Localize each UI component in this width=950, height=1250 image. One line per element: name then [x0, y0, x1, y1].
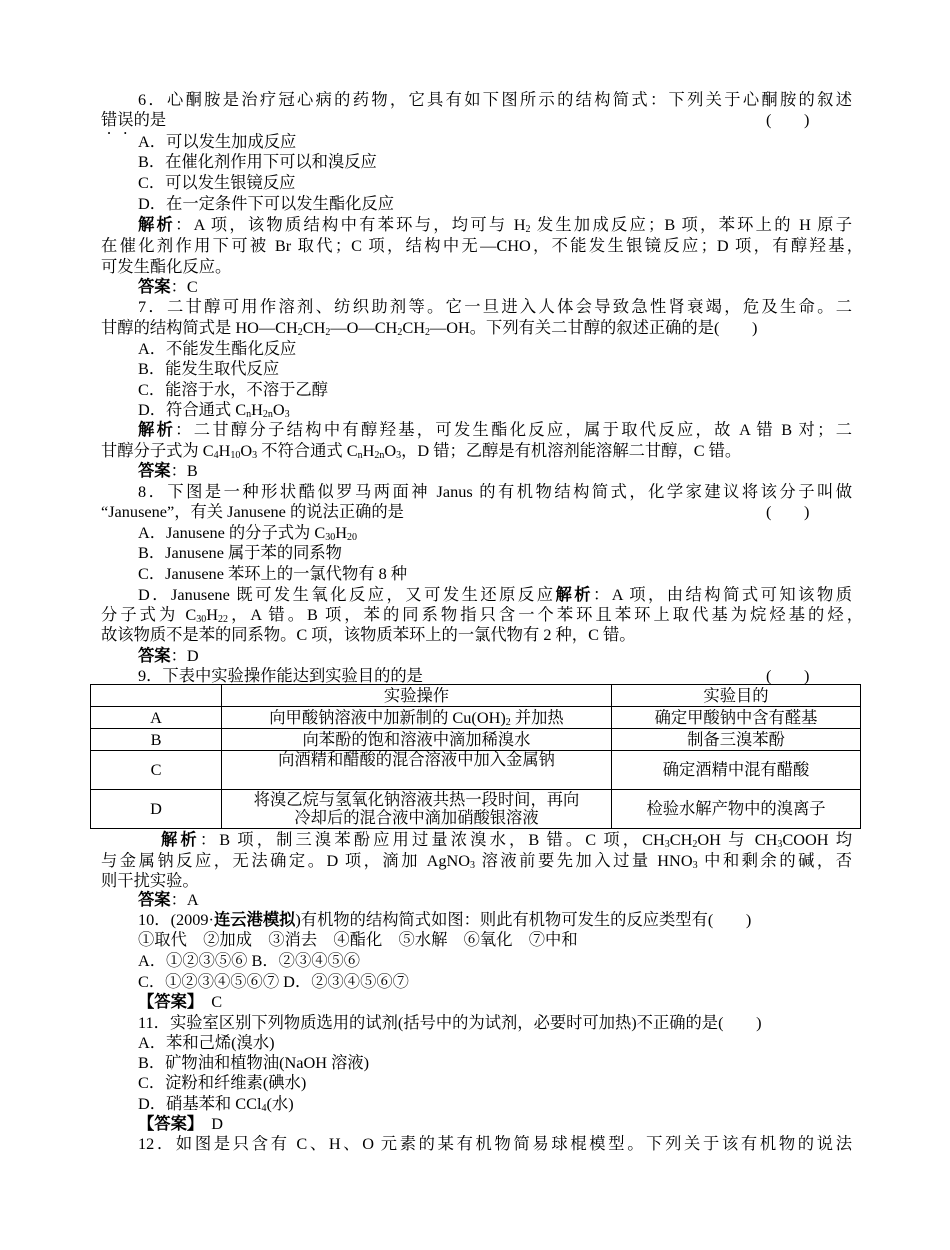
table-cell-operation: 向苯酚的饱和溶液中滴加稀溴水 — [222, 729, 612, 751]
q9-stem: 9．下表中实验操作能达到实验目的的是 — [138, 666, 423, 685]
table-cell-label: C — [91, 751, 222, 790]
table-cell-operation: 向甲酸钠溶液中加新制的 $Cu(OH)_2$ 并加热 — [222, 707, 612, 729]
q7-option-c: C．能溶于水，不溶于乙醇 — [138, 380, 328, 399]
q6-option-d: D．在一定条件下可以发生酯化反应 — [138, 194, 394, 213]
q9-analysis-line2: 与金属钠反应，无法确定。D 项，滴加 AgNO$_3$ 溶液前要先加入过量 $HNO_3$ 中和剩余的碱，否 — [101, 851, 852, 871]
q7-stem-line1: 7．二甘醇可用作溶剂、纺织助剂等。它一旦进入人体会导致急性肾衰竭，危及生命。二 — [138, 297, 852, 316]
q6-option-c: C．可以发生银镜反应 — [138, 173, 296, 192]
q8-stem-line1: 8．下图是一种形状酷似罗马两面神 Janus 的有机物结构简式，化学家建议将该分子叫做 — [138, 482, 852, 501]
table-cell-goal: 确定酒精中混有醋酸 — [612, 751, 861, 790]
q8-option-c: C．Janusene 苯环上的一氯代物有 8 种 — [138, 564, 408, 583]
experiment-table — [90, 684, 861, 829]
q7-analysis-line2: 甘醇分子式为 $C_4H_{10}O_3$ 不符合通式 $C_nH_{2n}O_3$，D 错；乙醇是有机溶剂能溶解二甘醇，C 错。 — [101, 441, 742, 461]
table-row — [91, 751, 861, 790]
table-header-cell — [91, 685, 222, 707]
q10-reaction-types: ①取代 ②加成 ③消去 ④酯化 ⑤水解 ⑥氧化 ⑦中和 — [138, 930, 578, 949]
q7-option-a: A．不能发生酯化反应 — [138, 339, 297, 358]
q7-analysis-line1: 解析：二甘醇分子结构中有醇羟基，可发生酯化反应，属于取代反应，故 A 错 B 对；二 — [138, 420, 852, 439]
q7-option-d: D．符合通式 $C_nH_{2n}O_3$ — [138, 400, 290, 420]
table-cell-label: A — [91, 707, 222, 729]
q8-analysis-line2: 分子式为 $C_{30}H_{22}$，A 错。B 项，苯的同系物指只含一个苯环且苯环上取代基为烷烃基的烃， — [101, 605, 863, 625]
table-cell-label: B — [91, 729, 222, 751]
q12-stem: 12．如图是只含有 C、H、O 元素的某有机物简易球棍模型。下列关于该有机物的说法 — [138, 1134, 852, 1153]
table-cell-goal: 检验水解产物中的溴离子 — [612, 790, 861, 829]
q10-options-cd: C．①②③④⑤⑥⑦ D．②③④⑤⑥⑦ — [138, 972, 409, 991]
table-cell-goal: 制备三溴苯酚 — [612, 729, 861, 751]
q8-answer: 答案：D — [138, 646, 199, 665]
q6-answer-paren: ( ) — [766, 110, 810, 129]
table-row — [91, 707, 861, 729]
q6-analysis-line3: 可发生酯化反应。 — [101, 257, 232, 276]
q11-option-c: C．淀粉和纤维素(碘水) — [138, 1073, 307, 1092]
q9-analysis-line1: 解析：B 项，制三溴苯酚应用过量浓溴水，B 错。C 项，$CH_3CH_2OH$ 与 $CH_3COOH$ 均 — [161, 830, 852, 850]
q6-analysis-line1: 解析：A 项，该物质结构中有苯环与，均可与 $H_2$ 发生加成反应；B 项，苯环上的 H 原子 — [138, 215, 852, 235]
q11-stem: 11．实验室区别下列物质选用的试剂(括号中的为试剂，必要时可加热)不正确的是( ) — [138, 1013, 762, 1032]
q6-emphasis-word: 错误 — [101, 110, 134, 129]
table-cell-goal: 确定甲酸钠中含有醛基 — [612, 707, 861, 729]
q6-answer: 答案：C — [138, 277, 198, 296]
q11-answer: 【答案】 D — [138, 1114, 224, 1133]
q11-option-d: D．硝基苯和 CCl$_4$(水) — [138, 1094, 294, 1114]
q8-analysis-line3: 故该物质不是苯的同系物。C 项，该物质苯环上的一氯代物有 2 种，C 错。 — [101, 625, 636, 644]
q7-stem-line2: 甘醇的结构简式是 $HO—CH_2CH_2—O—CH_2CH_2—OH$。下列有关二甘醇的叙述正确的是( ) — [101, 318, 758, 338]
q8-answer-paren: ( ) — [766, 502, 810, 521]
q10-options-ab: A．①②③⑤⑥ B．②③④⑤⑥ — [138, 951, 361, 970]
q8-option-d-and-analysis: D．Janusene 既可发生氧化反应，又可发生还原反应解析：A 项，由结构简式可知该物质 — [138, 585, 852, 604]
q8-stem-line2: “Janusene”，有关 Janusene 的说法正确的是 — [101, 502, 404, 521]
table-cell-operation: 将溴乙烷与氢氧化钠溶液共热一段时间，再向 冷却后的混合液中滴加硝酸银溶液 — [222, 790, 612, 829]
q9-answer-paren: ( ) — [766, 666, 810, 685]
q6-stem-line2: 错误的是 — [101, 110, 167, 129]
q10-answer: 【答案】 C — [138, 992, 223, 1011]
table-header-cell: 实验目的 — [612, 685, 861, 707]
q6-option-a: A．可以发生加成反应 — [138, 132, 297, 151]
table-header-row — [91, 685, 861, 707]
table-row — [91, 790, 861, 829]
q9-answer: 答案：A — [138, 890, 199, 909]
table-header-cell: 实验操作 — [222, 685, 612, 707]
q6-stem-line1: 6．心酮胺是治疗冠心病的药物，它具有如下图所示的结构简式：下列关于心酮胺的叙述 — [138, 90, 852, 109]
q11-option-b: B．矿物油和植物油(NaOH 溶液) — [138, 1053, 370, 1072]
q7-option-b: B．能发生取代反应 — [138, 359, 280, 378]
q6-option-b: B．在催化剂作用下可以和溴反应 — [138, 152, 377, 171]
table-cell-operation: 向酒精和醋酸的混合溶液中加入金属钠 — [222, 751, 612, 790]
q11-option-a: A．苯和己烯(溴水) — [138, 1033, 275, 1052]
q10-stem: 10．(2009·连云港模拟)有机物的结构简式如图：则此有机物可发生的反应类型有( ) — [138, 910, 752, 929]
q6-analysis-line2: 在催化剂作用下可被 Br 取代；C 项，结构中无—CHO，不能发生银镜反应；D 项，有醇羟基， — [101, 236, 863, 255]
table-cell-label: D — [91, 790, 222, 829]
table-row — [91, 729, 861, 751]
q8-option-a: A．Janusene 的分子式为 $C_{30}H_{20}$ — [138, 523, 357, 543]
q8-option-b: B．Janusene 属于苯的同系物 — [138, 543, 342, 562]
q7-answer: 答案：B — [138, 461, 198, 480]
q9-analysis-line3: 则干扰实验。 — [101, 871, 199, 890]
